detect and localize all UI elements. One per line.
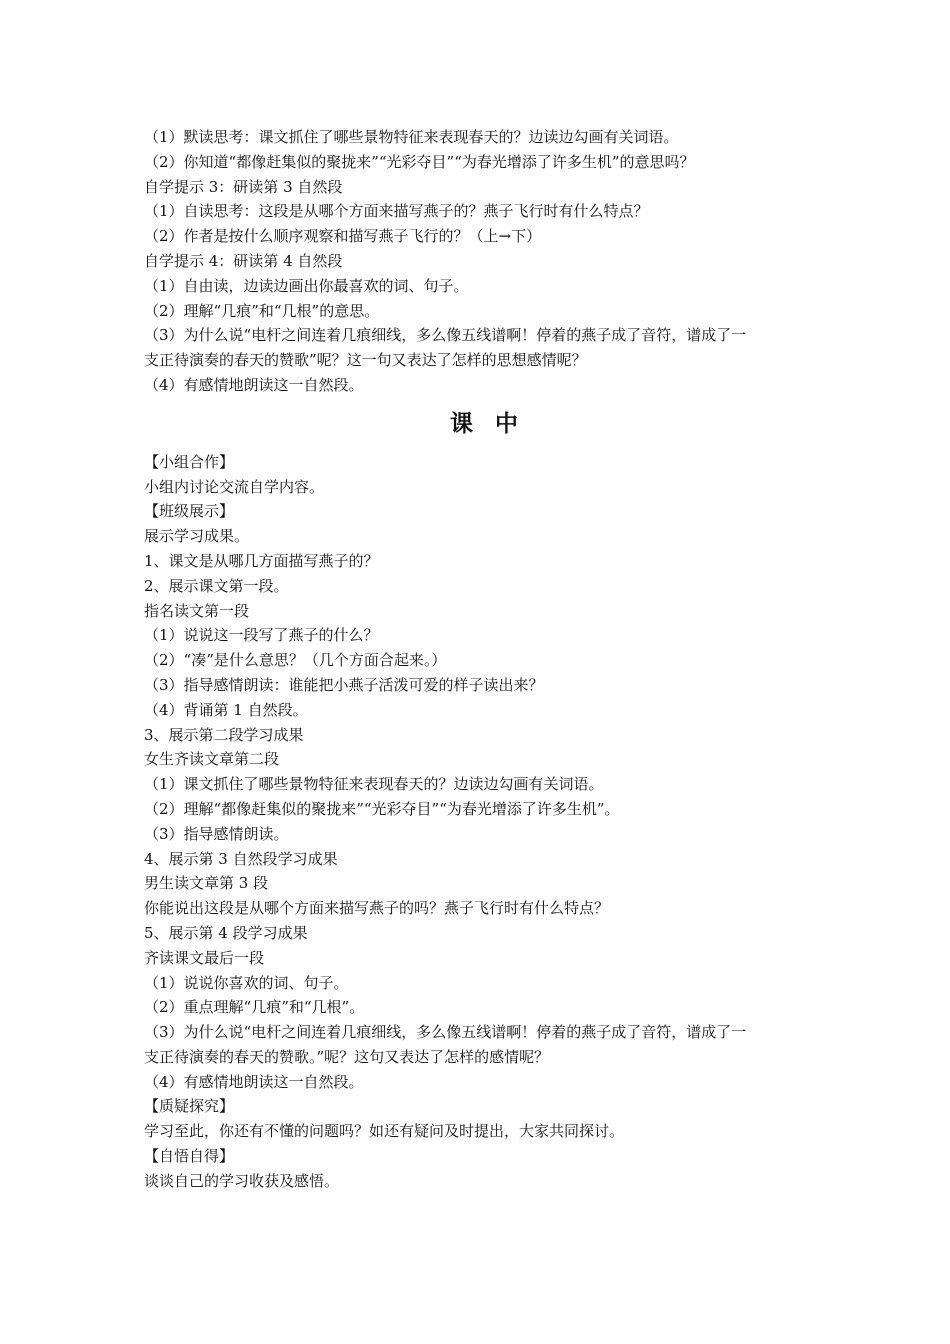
text-line: （2）理解“都像赶集似的聚拢来”“光彩夺目”“为春光增添了许多生机”。 — [144, 799, 620, 818]
text-line: 【质疑探究】 — [144, 1097, 235, 1116]
text-line: （4）背诵第 1 自然段。 — [144, 700, 308, 719]
section-heading: 课中 — [450, 410, 540, 437]
text-line: 支正待演奏的春天的赞歌。”呢？这句又表达了怎样的感情呢？ — [144, 1047, 550, 1066]
text-line: （3）为什么说“电杆之间连着几痕细线，多么像五线谱啊！停着的燕子成了音符，谱成了一 — [144, 326, 747, 345]
text-line: 【自悟自得】 — [144, 1147, 235, 1166]
text-line: （3）指导感情朗读：谁能把小燕子活泼可爱的样子读出来？ — [144, 675, 544, 694]
text-line: 【小组合作】 — [144, 452, 235, 471]
text-line: （1）自由读，边读边画出你最喜欢的词、句子。 — [144, 276, 469, 295]
text-line: 3、展示第二段学习成果 — [144, 725, 304, 744]
text-line: （2）重点理解“几痕”和“几根”。 — [144, 998, 365, 1017]
text-line: （1）默读思考：课文抓住了哪些景物特征来表现春天的？边读边勾画有关词语。 — [144, 128, 679, 146]
text-line: 支正待演奏的春天的赞歌”呢？这一句又表达了怎样的思想感情呢？ — [144, 351, 587, 370]
text-line: （2）理解“几痕”和“几根”的意思。 — [144, 301, 380, 320]
text-line: 你能说出这段是从哪个方面来描写燕子的吗？燕子飞行时有什么特点？ — [144, 899, 610, 918]
text-line: （1）说说你喜欢的词、句子。 — [144, 973, 349, 992]
text-line: （2）“凑”是什么意思？（几个方面合起来。） — [144, 651, 447, 670]
text-line: （2）你知道“都像赶集似的聚拢来”“光彩夺目”“为春光增添了许多生机”的意思吗？ — [144, 152, 695, 171]
text-line: 谈谈自己的学习收获及感悟。 — [144, 1171, 340, 1190]
text-line: 5、展示第 4 段学习成果 — [144, 923, 308, 942]
text-line: 小组内讨论交流自学内容。 — [144, 477, 325, 496]
text-line: 自学提示 3：研读第 3 自然段 — [144, 177, 343, 196]
text-line: 女生齐读文章第二段 — [144, 750, 280, 769]
text-line: （4）有感情地朗读这一自然段。 — [144, 375, 364, 394]
text-line: （1）课文抓住了哪些景物特征来表现春天的？边读边勾画有关词语。 — [144, 775, 604, 794]
text-line: （3）为什么说“电杆之间连着几痕细线，多么像五线谱啊！停着的燕子成了音符，谱成了一 — [144, 1023, 747, 1042]
text-line: 男生读文章第 3 段 — [144, 874, 269, 893]
text-line: （1）自读思考：这段是从哪个方面来描写燕子的？燕子飞行时有什么特点？ — [144, 202, 649, 221]
text-line: 1、课文是从哪几方面描写燕子的？ — [144, 551, 379, 570]
text-line: （3）指导感情朗读。 — [144, 824, 289, 843]
text-line: 学习至此，你还有不懂的问题吗？如还有疑问及时提出，大家共同探讨。 — [144, 1122, 625, 1141]
text-line: （4）有感情地朗读这一自然段。 — [144, 1072, 364, 1091]
text-line: 2、展示课文第一段。 — [144, 576, 289, 595]
text-line: 指名读文第一段 — [144, 601, 250, 620]
text-line: 齐读课文最后一段 — [144, 948, 265, 967]
text-line: 展示学习成果。 — [144, 527, 250, 546]
text-line: （2）作者是按什么顺序观察和描写燕子飞行的？（上→下） — [144, 227, 542, 246]
text-line: 【班级展示】 — [144, 502, 235, 521]
text-line: 自学提示 4：研读第 4 自然段 — [144, 251, 343, 270]
document-body — [144, 125, 824, 1194]
text-line: 4、展示第 3 自然段学习成果 — [144, 849, 338, 868]
text-line: （1）说说这一段写了燕子的什么？ — [144, 626, 379, 645]
